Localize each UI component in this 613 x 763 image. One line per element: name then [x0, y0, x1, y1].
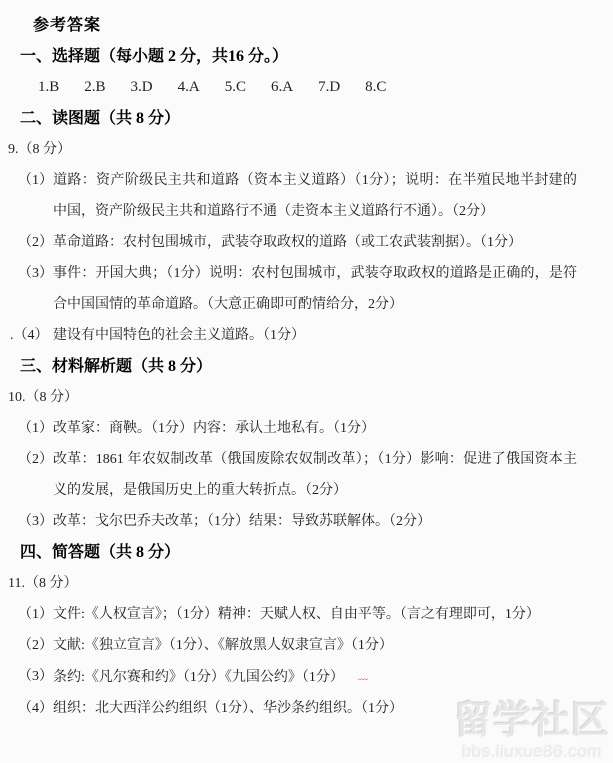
answer-item-9-1 — [0, 165, 613, 227]
item-text: 改革：戈尔巴乔夫改革；（1分）结果：导致苏联解体。（2分） — [53, 514, 431, 529]
section-heading-reading: 二、读图题（共 8 分） — [20, 110, 181, 127]
item-marker: （2） — [18, 638, 53, 653]
answer-item-11-4 — [0, 693, 613, 724]
item-text: 条约:《凡尔赛和约》（1分）《九国公约》（1分） — [53, 670, 344, 685]
answer-item-11-2 — [0, 630, 613, 661]
item-text: 道路：资产阶级民主共和道路（资本主义道路）（1分）；说明：在半殖民地半封建的中国，资产阶级民主共和道路行不通（走资本主义道路行不通）。（2分） — [53, 173, 577, 219]
answer-item-10-1 — [0, 413, 613, 444]
choice-answer-2: 2.B — [84, 79, 106, 95]
choice-answer-4: 4.A — [177, 79, 200, 95]
watermark-logo-text: 留学社区 — [453, 700, 610, 742]
watermark-url-text: bbs.liuxue86.com — [461, 742, 603, 761]
section-heading-material: 三、材料解析题（共 8 分） — [20, 358, 213, 375]
item-text: 改革：1861 年农奴制改革（俄国废除农奴制改革）；（1分）影响：促进了俄国资本主义的发展，是俄国历史上的重大转折点。（2分） — [53, 452, 577, 498]
item-text: 改革家：商鞅。（1分）内容：承认土地私有。（1分） — [53, 421, 375, 436]
item-marker: （1） — [18, 173, 53, 188]
item-marker: （3） — [18, 514, 53, 529]
item-text: 文献:《独立宣言》（1分）、《解放黑人奴隶宣言》（1分） — [53, 638, 393, 653]
item-marker: （1） — [18, 607, 53, 622]
item-marker: .（4） — [10, 328, 49, 343]
item-text: 文件:《人权宣言》；（1分）精神：天赋人权、自由平等。（言之有理即可，1分） — [53, 607, 540, 622]
answer-item-11-3 — [0, 661, 613, 693]
item-text: 建设有中国特色的社会主义道路。（1分） — [53, 328, 305, 343]
choice-answer-7: 7.D — [318, 79, 341, 95]
question-number-9: 9.（8 分） — [8, 142, 71, 157]
choice-answer-8: 8.C — [365, 79, 387, 95]
section-heading-short-answer: 四、简答题（共 8 分） — [20, 544, 181, 561]
question-number-10: 10.（8 分） — [8, 390, 78, 405]
item-text: 组织：北大西洋公约组织（1分）、华沙条约组织。（1分） — [53, 701, 403, 716]
item-marker: （1） — [18, 421, 53, 436]
choice-answers-row — [0, 72, 613, 103]
answer-item-9-2 — [0, 227, 613, 258]
red-squiggle-mark: ﹏ — [357, 671, 366, 682]
choice-answer-1: 1.B — [38, 79, 60, 95]
page-title: 参考答案 — [33, 17, 102, 34]
choice-answer-5: 5.C — [224, 79, 246, 95]
item-marker: （3） — [18, 669, 53, 684]
answer-item-10-2 — [0, 444, 613, 506]
item-marker: （3） — [18, 266, 53, 281]
answer-item-9-4 — [0, 320, 613, 351]
question-number-11: 11.（8 分） — [8, 576, 78, 591]
item-text: 事件：开国大典；（1分）说明：农村包围城市，武装夺取政权的道路是正确的，是符合中国国情的革命道路。（大意正确即可酌情给分，2分） — [53, 266, 577, 312]
item-marker: （4） — [18, 701, 53, 716]
answer-item-11-1 — [0, 599, 613, 630]
item-marker: （2） — [18, 235, 53, 250]
section-heading-choice: 一、选择题（每小题 2 分，共16 分。） — [20, 48, 289, 65]
choice-answer-6: 6.A — [270, 79, 294, 95]
item-marker: （2） — [18, 452, 53, 467]
choice-answer-3: 3.D — [130, 79, 153, 95]
answer-item-9-3 — [0, 258, 613, 320]
item-text: 革命道路：农村包围城市，武装夺取政权的道路（或工农武装割据）。（1分） — [53, 235, 522, 250]
answer-item-10-3 — [0, 506, 613, 537]
